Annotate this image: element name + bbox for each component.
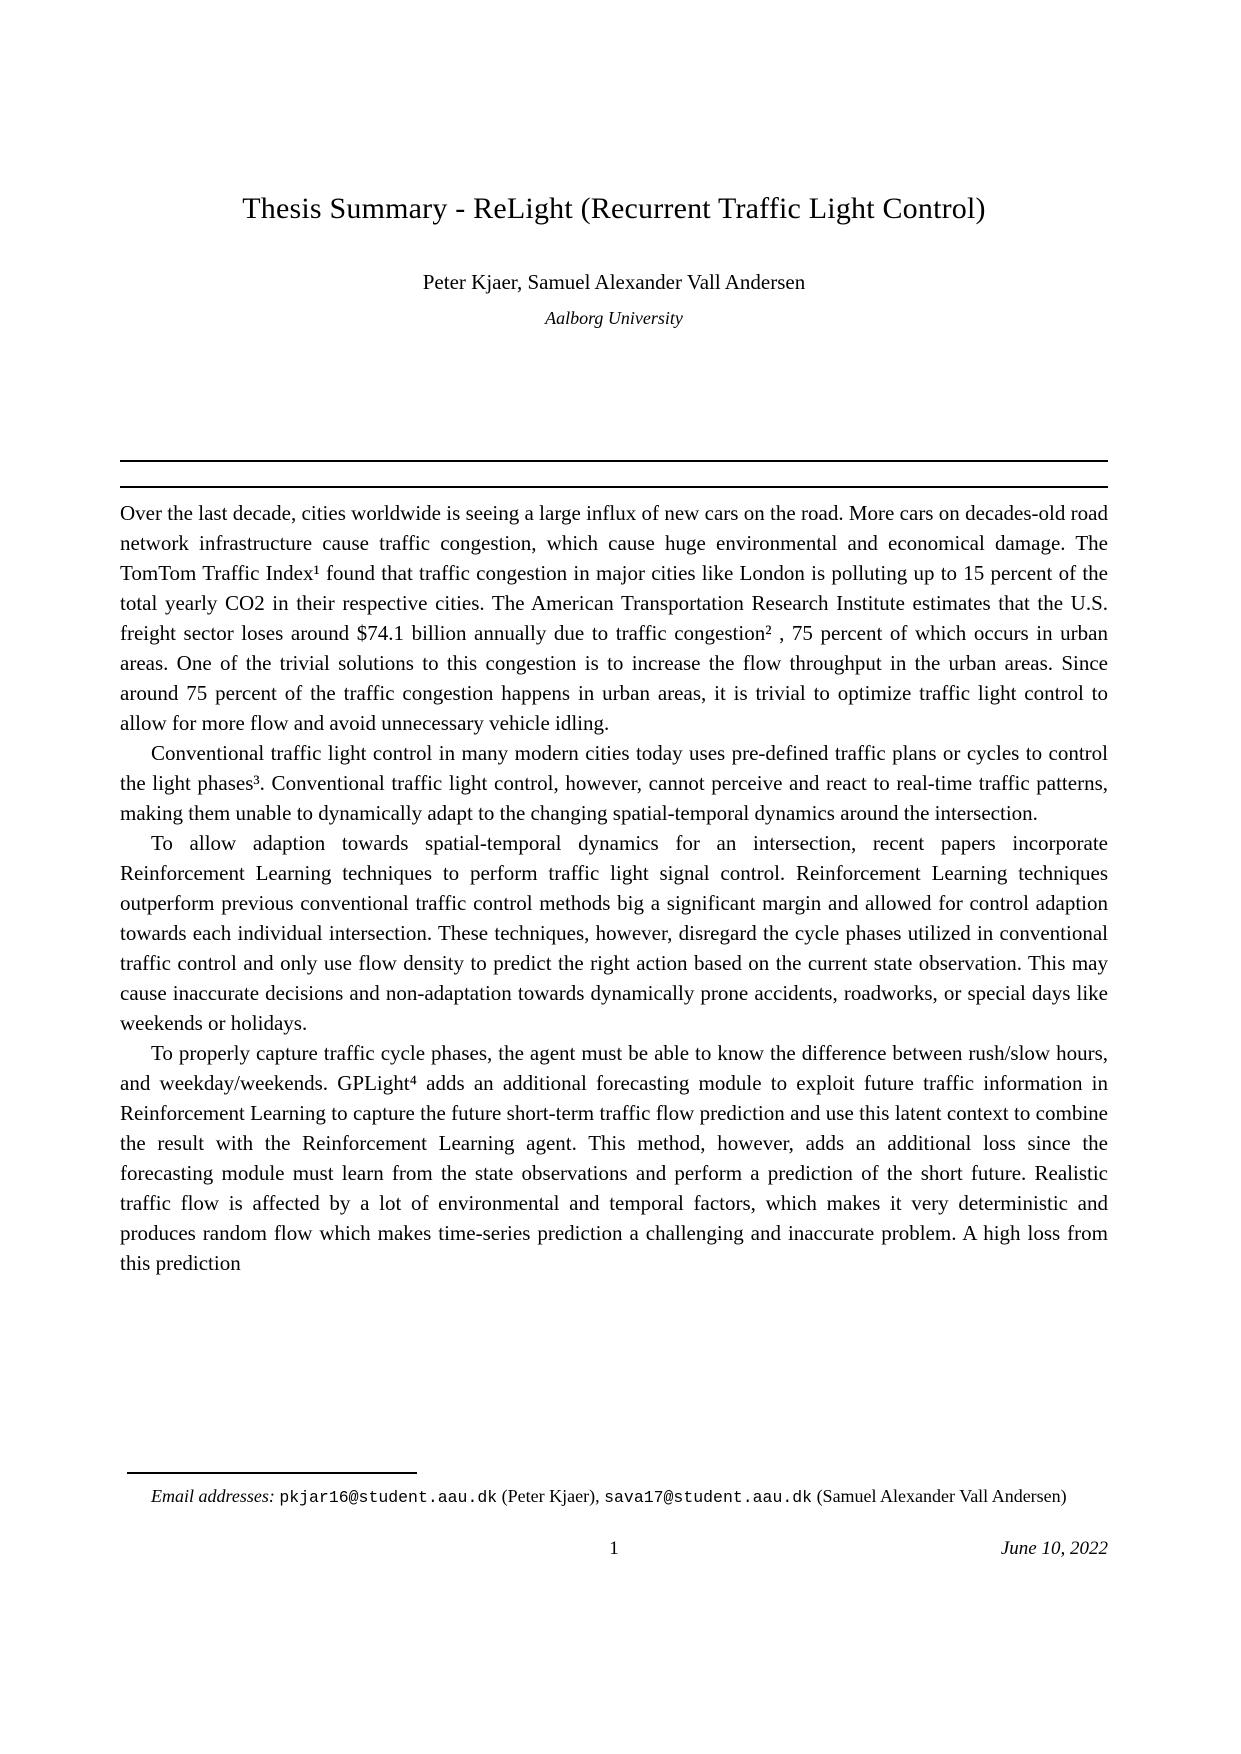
paper-title: Thesis Summary - ReLight (Recurrent Traffic Light Control): [242, 192, 986, 225]
frontmatter-rule-bottom: [120, 486, 1108, 488]
footnote-segment: sava17@student.aau.dk: [604, 1488, 813, 1507]
affiliation-line: Aalborg University: [545, 308, 683, 328]
paragraph: Conventional traffic light control in many modern cities today uses pre-defined traffic plans or cycles to control the light phases³. Conventional traffic light control, however, cannot perceive and react to real-time traffic patterns, making them unable to dynamically adapt to the changing spatial-temporal dynamics around the intersection.: [120, 741, 1108, 825]
footnote-rule: [127, 1472, 417, 1474]
footnote-segment: (Samuel Alexander Vall Andersen): [812, 1486, 1067, 1506]
page-footer: [120, 1538, 1108, 1568]
frontmatter: [120, 192, 1108, 329]
authors-line: Peter Kjaer, Samuel Alexander Vall Andersen: [422, 270, 806, 294]
body-text: [120, 498, 1108, 1278]
paragraph: Over the last decade, cities worldwide is seeing a large influx of new cars on the road. More cars on decades-old road network infrastructure cause traffic congestion, which cause huge environmental and economical damage. The TomTom Traffic Index¹ found that traffic congestion in major cities like London is polluting up to 15 percent of the total yearly CO2 in their respective cities. The American Transportation Research Institute estimates that the U.S. freight sector loses around $74.1 billion annually due to traffic congestion² , 75 percent of which occurs in urban areas. One of the trivial solutions to this congestion is to increase the flow throughput in the urban areas. Since around 75 percent of the traffic congestion happens in urban areas, it is trivial to optimize traffic light control to allow for more flow and avoid unnecessary vehicle idling.: [120, 501, 1108, 735]
paragraph: To properly capture traffic cycle phases, the agent must be able to know the difference between rush/slow hours, and weekday/weekends. GPLight⁴ adds an additional forecasting module to exploit future traffic information in Reinforcement Learning to capture the future short-term traffic flow prediction and use this latent context to combine the result with the Reinforcement Learning agent. This method, however, adds an additional loss since the forecasting module must learn from the state observations and perform a prediction of the short future. Realistic traffic flow is affected by a lot of environmental and temporal factors, which makes it very deterministic and produces random flow which makes time-series prediction a challenging and inaccurate problem. A high loss from this prediction: [120, 1041, 1108, 1275]
footnote-text: [120, 1482, 1108, 1512]
paragraph: To allow adaption towards spatial-temporal dynamics for an intersection, recent papers incorporate Reinforcement Learning techniques to perform traffic light signal control. Reinforcement Learning techniques outperform previous conventional traffic control methods big a significant margin and allowed for control adaption towards each individual intersection. These techniques, however, disregard the cycle phases utilized in conventional traffic control and only use flow density to predict the right action based on the current state observation. This may cause inaccurate decisions and non-adaptation towards dynamically prone accidents, roadworks, or special days like weekends or holidays.: [120, 831, 1108, 1035]
footnote-segment: pkjar16@student.aau.dk: [279, 1488, 498, 1507]
footnote-segment: (Peter Kjaer),: [497, 1486, 605, 1506]
footnote-segment: Email addresses:: [151, 1486, 280, 1506]
page-number: 1: [609, 1538, 619, 1559]
frontmatter-rule-top: [120, 460, 1108, 462]
date-stamp: June 10, 2022: [1000, 1538, 1108, 1559]
